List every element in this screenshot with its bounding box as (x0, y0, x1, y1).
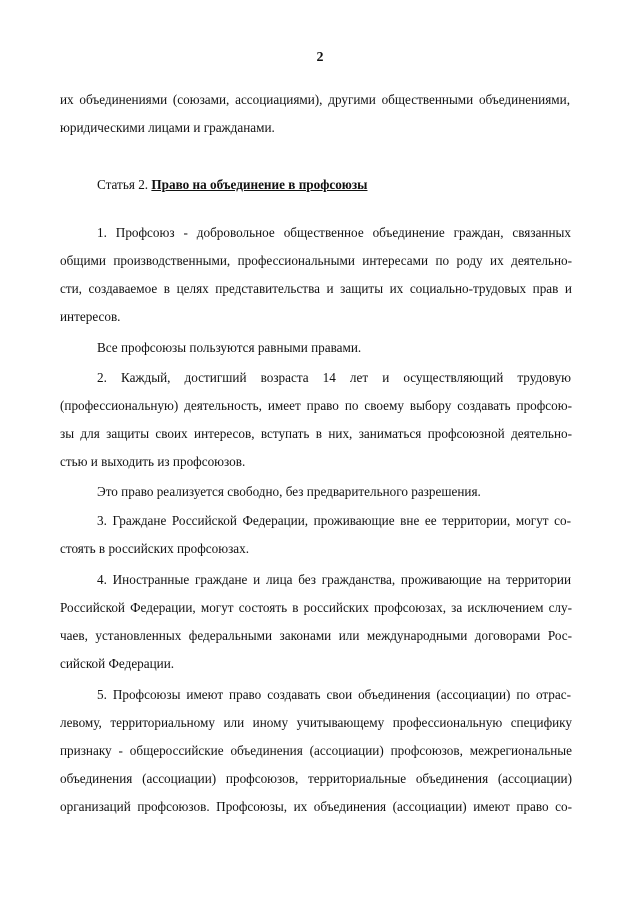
paragraph-line: чаев, установленных федеральными законами или международными договорами Рос- (60, 628, 572, 643)
paragraph-line: признаку - общероссийские объединения (ассоциации) профсоюзов, межрегиональные (60, 743, 572, 758)
paragraph-line: 3. Граждане Российской Федерации, проживающие вне ее территории, могут со- (97, 513, 571, 528)
article-heading (97, 177, 367, 193)
paragraph-line: организаций профсоюзов. Профсоюзы, их объединения (ассоциации) имеют право со- (60, 799, 572, 814)
paragraph-line: объединения (ассоциации) профсоюзов, территориальные объединения (ассоциации) (60, 771, 572, 786)
paragraph-line: сийской Федерации. (60, 656, 175, 671)
paragraph-line: Российской Федерации, могут состоять в российских профсоюзах, за исключением слу- (60, 600, 572, 615)
article-title: Право на объединение в профсоюзы (151, 177, 368, 192)
paragraph-line: (профессиональную) деятельность, имеет право по своему выбору создавать профсою- (60, 398, 572, 413)
paragraph-line: стоять в российских профсоюзах. (60, 541, 250, 556)
paragraph-line: 4. Иностранные граждане и лица без гражданства, проживающие на территории (97, 572, 571, 587)
continuation-line: их объединениями (союзами, ассоциациями), другими общественными объединениями, (60, 92, 570, 107)
paragraph-line: Это право реализуется свободно, без предварительного разрешения. (97, 484, 481, 499)
paragraph-line: 1. Профсоюз - добровольное общественное объединение граждан, связанных (97, 225, 571, 240)
paragraph-line: Все профсоюзы пользуются равными правами. (97, 340, 362, 355)
paragraph-line: общими производственными, профессиональными интересами по роду их деятельно- (60, 253, 572, 268)
paragraph-line: зы для защиты своих интересов, вступать в них, заниматься профсоюзной деятельно- (60, 426, 572, 441)
article-label: Статья 2. (97, 177, 149, 192)
paragraph-line: левому, территориальному или иному учитывающему профессиональную специфику (60, 715, 572, 730)
page-number: 2 (316, 50, 324, 65)
paragraph-line: сти, создаваемое в целях представительства и защиты их социально-трудовых прав и (60, 281, 572, 296)
paragraph-line: 2. Каждый, достигший возраста 14 лет и осуществляющий трудовую (97, 370, 571, 385)
paragraph-line: интересов. (60, 309, 121, 324)
paragraph-line: 5. Профсоюзы имеют право создавать свои объединения (ассоциации) по отрас- (97, 687, 571, 702)
continuation-line: юридическими лицами и гражданами. (60, 120, 275, 135)
paragraph-line: стью и выходить из профсоюзов. (60, 454, 246, 469)
